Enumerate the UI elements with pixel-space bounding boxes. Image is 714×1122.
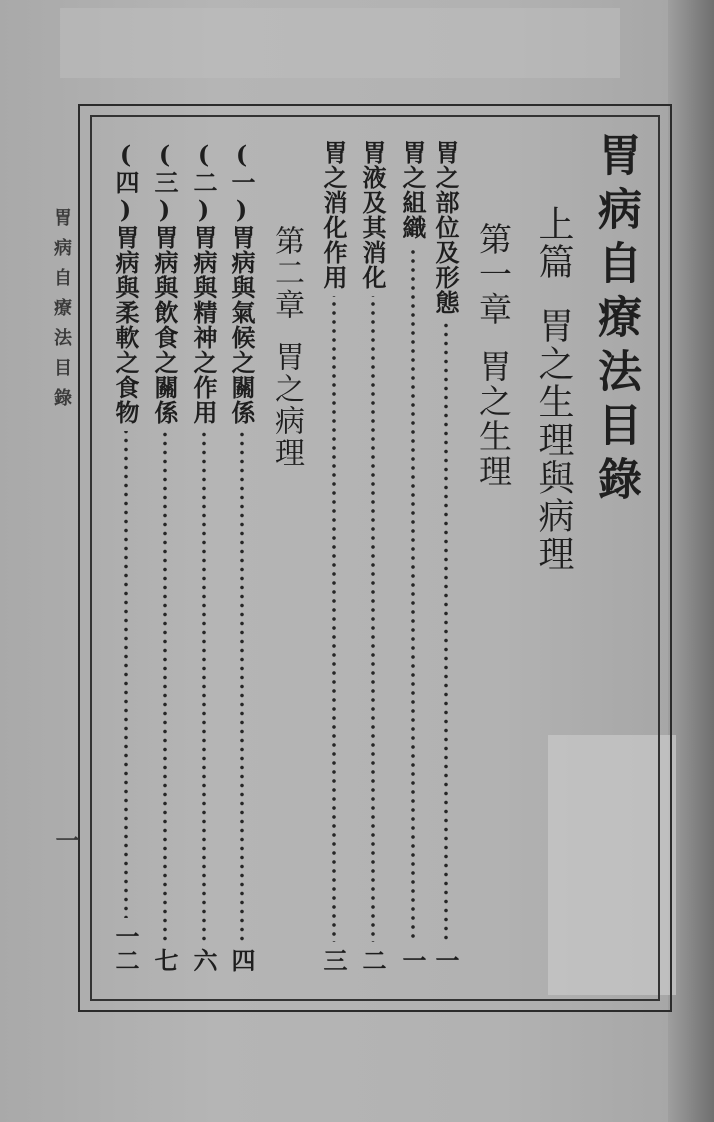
toc-title: 胃病自療法目錄 [590, 132, 641, 510]
part-heading [528, 205, 579, 573]
toc-entry[interactable] [395, 140, 430, 972]
toc-entry[interactable] [186, 140, 221, 972]
toc-entry[interactable] [147, 140, 182, 972]
page-number: 一 [51, 828, 80, 852]
toc-entry[interactable] [224, 140, 259, 972]
dot-leader [371, 296, 375, 942]
chapter-1-name: 胃之生理 [474, 349, 513, 489]
toc-entry-text: (三)胃病與飲食之關係 [150, 140, 179, 425]
toc-entry[interactable] [316, 140, 351, 972]
toc-entry-page: 四 [227, 948, 256, 972]
toc-entry-text: (二)胃病與精神之作用 [189, 140, 218, 425]
toc-entry-page: 六 [189, 948, 218, 972]
dot-leader [124, 431, 128, 918]
toc-entry-page: 三 [319, 948, 348, 972]
toc-entry-text: (一)胃病與氣候之關係 [227, 140, 256, 425]
running-title: 胃病自療法目錄 [51, 208, 72, 418]
chapter-2-name: 胃之病理 [269, 341, 304, 469]
chapter-1-label: 第一章 [474, 222, 513, 327]
toc-entry-text: 胃之部位及形態 [431, 140, 460, 315]
toc-entry-page: 一二 [111, 924, 140, 972]
part-label: 上篇 [533, 205, 574, 281]
toc-entry-page: 二 [358, 948, 387, 972]
chapter-2-label: 第二章 [269, 225, 304, 321]
dot-leader [332, 296, 336, 942]
dot-leader [163, 431, 167, 942]
toc-entry-text: 胃之組織 [398, 140, 427, 240]
toc-entry-page: 一 [398, 948, 427, 972]
dot-leader [411, 246, 415, 942]
chapter-1-heading [470, 222, 517, 489]
toc-entry-text: 胃之消化作用 [319, 140, 348, 290]
toc-entry[interactable] [108, 140, 143, 972]
chapter-2-heading [264, 225, 308, 469]
toc-entry-text: 胃液及其消化 [358, 140, 387, 290]
toc-entry-text: (四)胃病與柔軟之食物 [111, 140, 140, 425]
dot-leader [240, 431, 244, 942]
dot-leader [202, 431, 206, 942]
dot-leader [444, 321, 448, 942]
toc-entry-page: 一 [431, 948, 460, 972]
toc-entry[interactable] [428, 140, 463, 972]
toc-entry[interactable] [355, 140, 390, 972]
page-top-leaf [60, 8, 620, 78]
part-name: 胃之生理與病理 [533, 307, 574, 573]
toc-entry-page: 七 [150, 948, 179, 972]
